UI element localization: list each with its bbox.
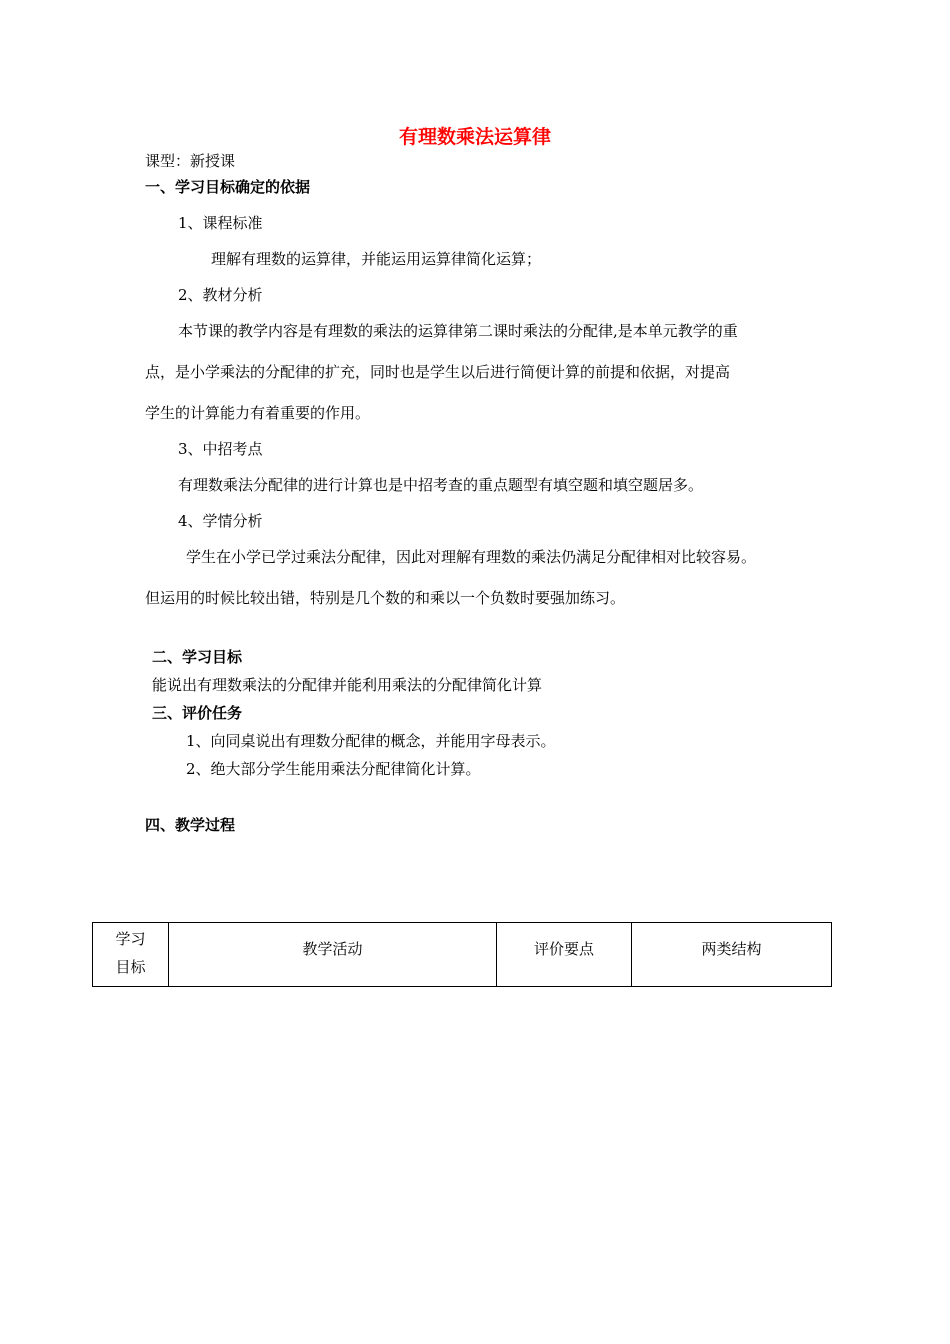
teaching-process-table <box>92 922 832 987</box>
evaluation-task-2: 2、绝大部分学生能用乘法分配律简化计算。 <box>186 760 481 778</box>
textbook-analysis-line-3: 学生的计算能力有着重要的作用。 <box>145 404 371 422</box>
section-3-heading: 三、评价任务 <box>152 704 243 722</box>
evaluation-task-1: 1、向同桌说出有理数分配律的概念，并能用字母表示。 <box>186 732 556 750</box>
course-type: 课型：新授课 <box>145 152 236 170</box>
item-label-curriculum-standard: 1、课程标准 <box>178 214 263 232</box>
student-analysis-line-1: 学生在小学已学过乘法分配律，因此对理解有理数的乘法仍满足分配律相对比较容易。 <box>186 548 757 566</box>
section-4-heading: 四、教学过程 <box>145 816 236 834</box>
header-evaluation-points: 评价要点 <box>533 940 594 958</box>
section-2-heading: 二、学习目标 <box>152 648 243 666</box>
exam-points-text: 有理数乘法分配律的进行计算也是中招考查的重点题型有填空题和填空题居多。 <box>178 476 704 494</box>
section-1-heading: 一、学习目标确定的依据 <box>145 178 311 196</box>
student-analysis-line-2: 但运用的时候比较出错，特别是几个数的和乘以一个负数时要强加练习。 <box>145 589 626 607</box>
header-cell-two-structures <box>632 923 832 987</box>
header-cell-evaluation-points <box>497 923 632 987</box>
table-header-row <box>93 923 832 987</box>
curriculum-standard-text: 理解有理数的运算律，并能运用运算律简化运算； <box>211 250 542 268</box>
item-label-exam-points: 3、中招考点 <box>178 440 263 458</box>
item-label-textbook-analysis: 2、教材分析 <box>178 286 263 304</box>
item-label-student-analysis: 4、学情分析 <box>178 512 263 530</box>
header-cell-learning-objective <box>93 923 169 987</box>
header-cell-teaching-activity <box>169 923 497 987</box>
learning-objective-text: 能说出有理数乘法的分配律并能利用乘法的分配律简化计算 <box>152 676 543 694</box>
textbook-analysis-line-1: 本节课的教学内容是有理数的乘法的运算律第二课时乘法的分配律,是本单元教学的重 <box>178 322 738 340</box>
header-two-structures: 两类结构 <box>701 940 762 958</box>
header-teaching-activity: 教学活动 <box>302 940 363 958</box>
document-title: 有理数乘法运算律 <box>398 126 551 148</box>
header-learning-objective: 学习目标 <box>115 930 146 976</box>
textbook-analysis-line-2: 点，是小学乘法的分配律的扩充，同时也是学生以后进行简便计算的前提和依据，对提高 <box>145 363 731 381</box>
